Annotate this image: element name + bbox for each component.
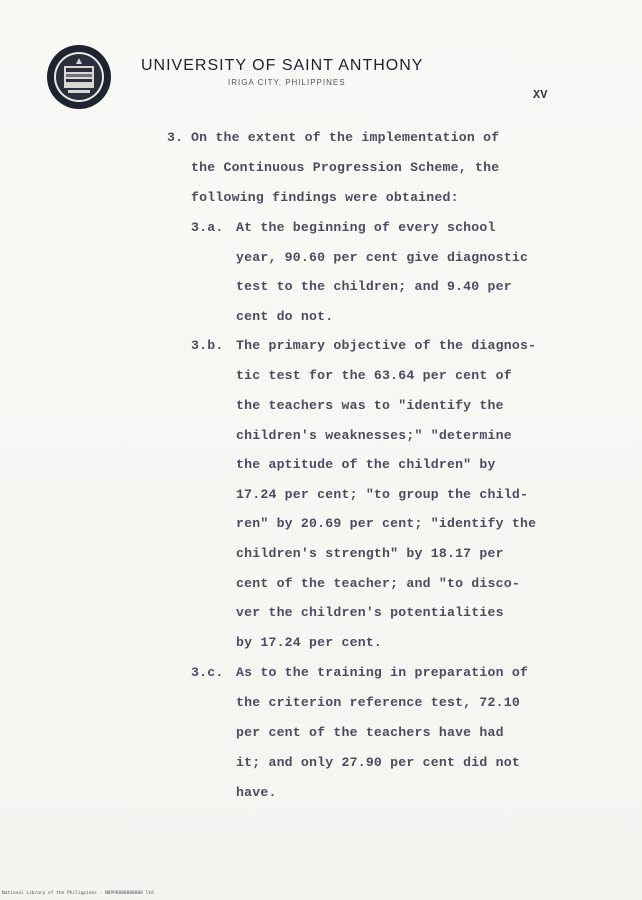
item-3b-number: 3.b. (191, 338, 224, 353)
item-3a-number: 3.a. (191, 220, 224, 235)
item-3-number: 3. (167, 130, 184, 145)
item-3b-line-9: cent of the teacher; and "to disco- (236, 576, 520, 591)
item-3b-line-2: tic test for the 63.64 per cent of (236, 368, 512, 383)
item-3b-line-10: ver the children's potentialities (236, 605, 504, 620)
item-3b-line-11: by 17.24 per cent. (236, 635, 383, 650)
item-3-line-1: On the extent of the implementation of (191, 130, 500, 145)
item-3b-line-6: 17.24 per cent; "to group the child- (236, 487, 529, 502)
page-number: XV (533, 88, 548, 102)
item-3a-line-3: test to the children; and 9.40 per (236, 279, 512, 294)
item-3-line-2: the Continuous Progression Scheme, the (191, 160, 500, 175)
item-3b-line-3: the teachers was to "identify the (236, 398, 504, 413)
item-3b-line-5: the aptitude of the children" by (236, 457, 496, 472)
item-3c-line-1: As to the training in preparation of (236, 665, 529, 680)
item-3c-line-4: it; and only 27.90 per cent did not (236, 755, 520, 770)
item-3c-line-2: the criterion reference test, 72.10 (236, 695, 520, 710)
item-3c-number: 3.c. (191, 665, 224, 680)
item-3b-line-4: children's weaknesses;" "determine (236, 428, 512, 443)
scan-footer: National Library of the Philippines - NDPP0000000000 ltd (2, 891, 154, 896)
item-3a-line-4: cent do not. (236, 309, 334, 324)
item-3a-line-1: At the beginning of every school (236, 220, 496, 235)
item-3c-line-5: have. (236, 785, 277, 800)
item-3b-line-7: ren" by 20.69 per cent; "identify the (236, 516, 537, 531)
item-3b-line-8: children's strength" by 18.17 per (236, 546, 504, 561)
university-name: UNIVERSITY OF SAINT ANTHONY (141, 57, 424, 74)
item-3c-line-3: per cent of the teachers have had (236, 725, 504, 740)
item-3-line-3: following findings were obtained: (191, 190, 459, 205)
item-3a-line-2: year, 90.60 per cent give diagnostic (236, 250, 529, 265)
university-city: IRIGA CITY, PHILIPPINES (228, 78, 346, 87)
item-3b-line-1: The primary objective of the diagnos- (236, 338, 537, 353)
university-seal-logo (46, 44, 112, 110)
